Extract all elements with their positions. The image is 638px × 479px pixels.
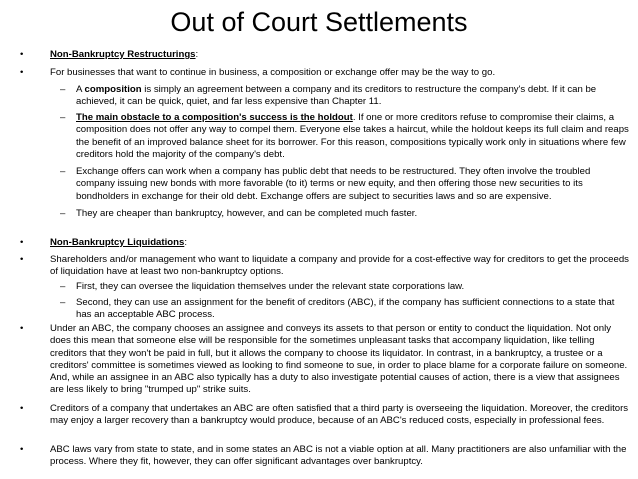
sub-bullet-text: They are cheaper than bankruptcy, however, and can be completed much faster. (76, 208, 418, 219)
bullet-icon: • (20, 49, 24, 60)
sub-bullet-item (60, 208, 630, 220)
section-heading-liquidations: Non-Bankruptcy Liquidations (50, 237, 185, 248)
bold-underlined-text: The main obstacle to a composition's success is the holdout (76, 112, 353, 123)
dash-icon: – (60, 281, 66, 292)
dash-icon: – (60, 297, 66, 308)
bullet-icon: • (20, 254, 24, 265)
dash-icon: – (60, 84, 66, 95)
bullet-icon: • (20, 237, 24, 248)
bullet-item-liquidations-heading (20, 237, 630, 249)
bullet-icon: • (20, 403, 24, 414)
dash-icon: – (60, 112, 66, 123)
bullet-text: ABC laws vary from state to state, and in some states an ABC is not a viable option at all. Many practitioners are also unfamiliar with the process. Where they fit, however, they can offer significant advantages over bankruptcy. (50, 444, 627, 468)
sub-bullet-text: Second, they can use an assignment for the benefit of creditors (ABC), if the company has sufficient connections to a state that has an acceptable ABC process. (76, 297, 615, 321)
dash-icon: – (60, 166, 66, 177)
sub-bullet-text: Exchange offers can work when a company has public debt that needs to be restructured. They often involve the troubled company issuing new bonds with more favorable (to it) terms or new equity, and then offering those new securities to its bondholders in exchange for their old debt. Exchange offers are subject to securities laws and so are expensive. (76, 166, 591, 202)
section-heading-restructurings: Non-Bankruptcy Restructurings (50, 49, 196, 60)
slide-title: Out of Court Settlements (170, 7, 468, 37)
bold-term-composition: composition (84, 84, 142, 95)
dash-icon: – (60, 208, 66, 219)
sub-bullet-item (60, 297, 630, 322)
bullet-text: Shareholders and/or management who want to liquidate a company and provide for a cost-effective way for creditors to get the proceeds of liquidation have at least two non-bankruptcy options. (50, 254, 629, 278)
sub-bullet-item (60, 84, 630, 109)
sub-bullet-item (60, 281, 630, 293)
bullet-item (20, 254, 630, 279)
bullet-item (20, 444, 630, 469)
bullet-text: Under an ABC, the company chooses an assignee and conveys its assets to that person or entity to conduct the liquidation. Not only does this mean that someone else will be responsible for the sometimes unpleasant tasks that accompany liquidation, like telling creditors that they won't be paid in full, but it allows the company to choose its liquidator. In contrast, in a bankruptcy, a trustee or a creditors' committee is sometimes viewed as looking to find someone to sue, in order to place blame for a corporate failure on someone. And, while an assignee in an ABC also typically has a duty to also investigate potential causes of action, there is a view that assignees are less likely to bring "trumped up" strike suits. (50, 323, 628, 396)
bullet-item (20, 67, 630, 79)
text-segment: is simply an agreement between a company and its creditors to restructure the company's debt. If it can be achieved, it can be quick, quiet, and far less expensive than Chapter 11. (76, 84, 597, 108)
bullet-item (20, 403, 630, 428)
bullet-item (20, 323, 630, 397)
bullet-item-restructurings-heading (20, 49, 630, 61)
heading-colon: : (195, 49, 199, 60)
text-segment: A (76, 84, 85, 95)
bullet-text: For businesses that want to continue in business, a composition or exchange offer may be the way to go. (50, 67, 496, 78)
text-segment: . If one or more creditors refuse to compromise their claims, a composition does not offer any way to compel them. Everyone else takes a haircut, while the holdout keeps its full claim and reaps the benefit of an improved balance sheet for its borrower. For this reason, compositions typically work only in situations where few creditors hold the majority of the company's debt. (76, 112, 629, 160)
bullet-icon: • (20, 444, 24, 455)
sub-bullet-text: First, they can oversee the liquidation themselves under the relevant state corporations law. (76, 281, 465, 292)
bullet-icon: • (20, 67, 24, 78)
sub-bullet-item (60, 112, 630, 161)
bullet-text: Creditors of a company that undertakes an ABC are often satisfied that a third party is overseeing the liquidation. Moreover, the creditors may enjoy a larger recovery than a bankruptcy would produce, because of an ABC's reduced costs, especially in professional fees. (50, 403, 629, 427)
bullet-icon: • (20, 323, 24, 334)
heading-colon: : (184, 237, 187, 248)
sub-bullet-item (60, 166, 630, 203)
